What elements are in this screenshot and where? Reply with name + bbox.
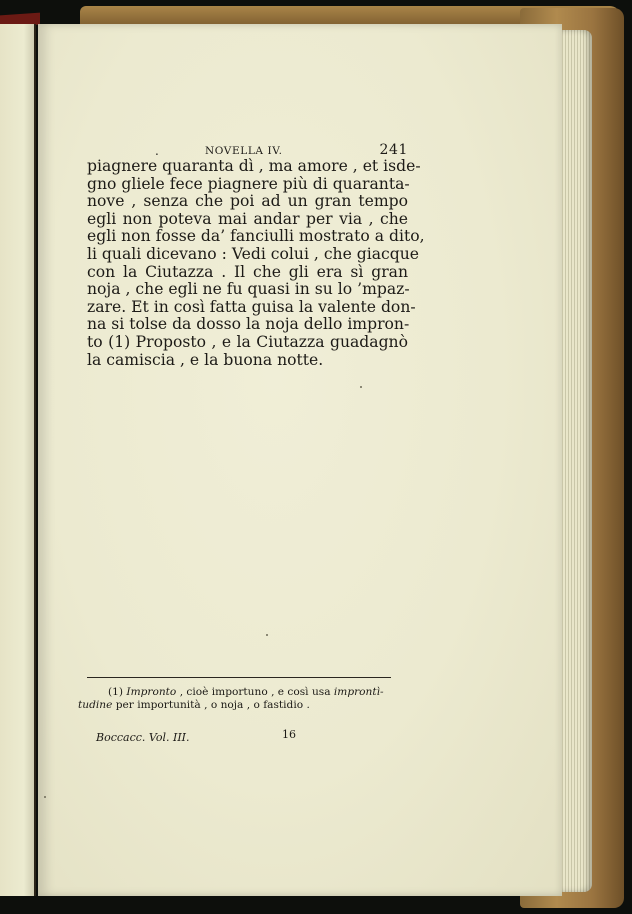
body-line: zare. Et in così fatta guisa la valente don- <box>87 297 416 316</box>
paper-speck <box>44 796 46 798</box>
left-page-edge <box>0 24 36 896</box>
footnote-text: per importunità , o noja , o fastidio . <box>115 699 310 711</box>
signature-number: 16 <box>282 728 296 741</box>
footnote-term: Impronto <box>126 686 177 698</box>
footnote-term: improntì- <box>333 686 384 698</box>
paper-speck <box>266 634 268 636</box>
book-page <box>38 24 562 896</box>
body-line: to (1) Proposto , e la Ciutazza guadagnò <box>87 332 408 351</box>
running-head-title: NOVELLA IV. <box>205 145 283 157</box>
footnote-line <box>78 686 390 699</box>
signature-label: Boccacc. Vol. III. <box>96 731 190 744</box>
body-line: nove , senza che poi ad un gran tempo <box>87 192 408 211</box>
footnote <box>78 686 390 712</box>
body-line: egli non poteva mai andar per via , che <box>87 209 408 228</box>
footnote-text: , cioè importuno , e così usa <box>179 686 331 698</box>
footnote-rule <box>87 677 391 678</box>
running-head <box>87 142 408 158</box>
footnote-line <box>78 699 390 712</box>
page-number: 241 <box>379 142 408 158</box>
body-line: na si tolse da dosso la noja dello impron- <box>87 315 410 334</box>
paper-speck <box>360 386 362 388</box>
body-line: noja , che egli ne fu quasi in su lo ’mpaz- <box>87 280 410 299</box>
body-line: gno gliele fece piagnere più di quaranta- <box>87 174 410 193</box>
footnote-term: tudine <box>78 699 113 711</box>
body-line: li quali dicevano : Vedi colui , che giacque <box>87 244 420 263</box>
footnote-marker: (1) <box>108 686 124 698</box>
body-line: piagnere quaranta dì , ma amore , et isde- <box>87 157 421 175</box>
body-text <box>87 157 425 369</box>
signature-line <box>96 726 336 745</box>
body-line: egli non fosse da’ fanciulli mostrato a dito, <box>87 227 425 246</box>
text-block <box>87 142 425 369</box>
body-line: con la Ciutazza . Il che gli era sì gran <box>87 262 408 281</box>
body-line: la camiscia , e la buona notte. <box>87 350 324 369</box>
running-head-ornament: . <box>155 144 160 158</box>
